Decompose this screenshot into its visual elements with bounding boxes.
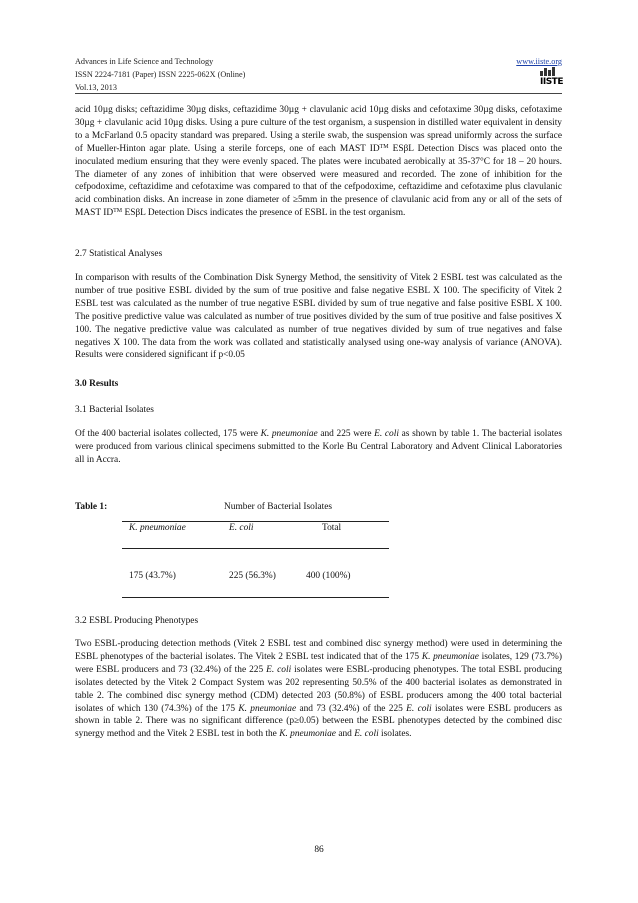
isolates-paragraph: Of the 400 bacterial isolates collected, 175 were K. pneumoniae and 225 were E. coli as shown by table 1. The bacterial isolates were produced from various clinical specimens submitted to the Korle Bu Central Laboratory and Advent Clinical Laboratories all in Accra. xyxy=(75,429,562,465)
table-top-rule xyxy=(122,521,389,522)
method-paragraph: acid 10µg disks; ceftazidime 30µg disks, ceftazidime 30µg + clavulanic acid 10µg disks and cefotaxime 30µg disks, cefotaxime 30µg + clavulanic acid 10µg disks. Using a pure culture of the test organism, a suspension in distilled water equivalent in density to a McFarland 0.5 opacity standard was prepared. Using a sterile swab, the suspension was spread uniformly across the surface of Mueller-Hinton agar plate. Using a sterile forceps, one of each MAST ID™ ESβL Detection Discs was placed onto the inoculated medium ensuring that they were evenly spaced. The plates were incubated aerobically at 35-37°C for 18 – 20 hours. The diameter of any zones of inhibition that were observed were measured and recorded. The zone of inhibition for the cefpodoxime, ceftazidime and cefotaxime was compared to that of the cefpodoxime, ceftazidime and cefotaxime plus clavulanic acid combination disks. An increase in zone diameter of ≥5mm in the presence of clavulanic acid from any or all of the sets of MAST ID™ ESβL Detection Discs indicates the presence of ESBL in the test organism. xyxy=(75,105,562,219)
section-heading-2-7: 2.7 Statistical Analyses xyxy=(75,249,163,259)
table-cell-ecoli: 225 (56.3%) xyxy=(229,571,276,581)
table-header-total: Total xyxy=(322,523,342,533)
table-header-rule xyxy=(122,548,389,549)
logo-text: IISTE xyxy=(540,77,563,87)
table-cell-kpneumoniae: 175 (43.7%) xyxy=(129,571,176,581)
logo-bars-icon xyxy=(540,67,560,76)
table-header-ecoli: E. coli xyxy=(229,523,254,533)
section-heading-3-1: 3.1 Bacterial Isolates xyxy=(75,405,154,415)
header-divider xyxy=(75,93,562,94)
page-number: 86 xyxy=(314,845,324,855)
table-title: Number of Bacterial Isolates xyxy=(224,502,333,512)
section-heading-3-2: 3.2 ESBL Producing Phenotypes xyxy=(75,616,199,626)
phenotypes-paragraph: Two ESBL-producing detection methods (Vitek 2 ESBL test and combined disc synergy method) were used in determining the ESBL phenotypes of the bacterial isolates. The Vitek 2 ESBL test indicated that of the 175 K. pneumoniae isolates, 129 (73.7%) were ESBL producers and 73 (32.4%) of the 225 E. coli isolates were ESBL-producing phenotypes. The total ESBL producing isolates detected by the Vitek 2 Compact System was 202 representing 50.5% of the 400 bacterial isolates as demonstrated in table 2. The combined disc synergy method (CDM) detected 203 (50.8%) of ESBL producers among the 400 total bacterial isolates of which 130 (74.3%) of the 175 K. pneumoniae and 73 (32.4%) of the 225 E. coli isolates were ESBL producers as shown in table 2. There was no significant difference (p≥0.05) between the ESBL phenotypes detected by the combined disc synergy method and the Vitek 2 ESBL test in both the K. pneumoniae and E. coli isolates. xyxy=(75,639,562,740)
table-bottom-rule xyxy=(122,597,389,598)
section-heading-3-0: 3.0 Results xyxy=(75,379,119,389)
journal-issn: ISSN 2224-7181 (Paper) ISSN 2225-062X (Online) xyxy=(75,70,246,79)
journal-volume: Vol.13, 2013 xyxy=(75,83,117,92)
table-label: Table 1: xyxy=(75,502,108,512)
journal-url-link[interactable]: www.iiste.org xyxy=(516,57,562,66)
statistics-paragraph: In comparison with results of the Combination Disk Synergy Method, the sensitivity of Vitek 2 ESBL test was calculated as the number of true positive ESBL divided by the sum of true positive and false negative ESBL X 100. The specificity of Vitek 2 ESBL test was calculated as the number of true negative ESBL divided by sum of true negative and false positive ESBL X 100. The positive predictive value was calculated as number of true positives divided by the sum of true positive and false positives X 100. The negative predictive value was calculated as number of true negatives divided by sum of true negatives and false negatives X 100. The data from the work was collated and statistically analysed using one-way analysis of variance (ANOVA). Results were considered significant if p<0.05 xyxy=(75,273,562,361)
journal-name: Advances in Life Science and Technology xyxy=(75,57,214,66)
iiste-logo xyxy=(540,67,563,91)
table-header-kpneumoniae: K. pneumoniae xyxy=(129,523,186,533)
table-cell-total: 400 (100%) xyxy=(306,571,351,581)
